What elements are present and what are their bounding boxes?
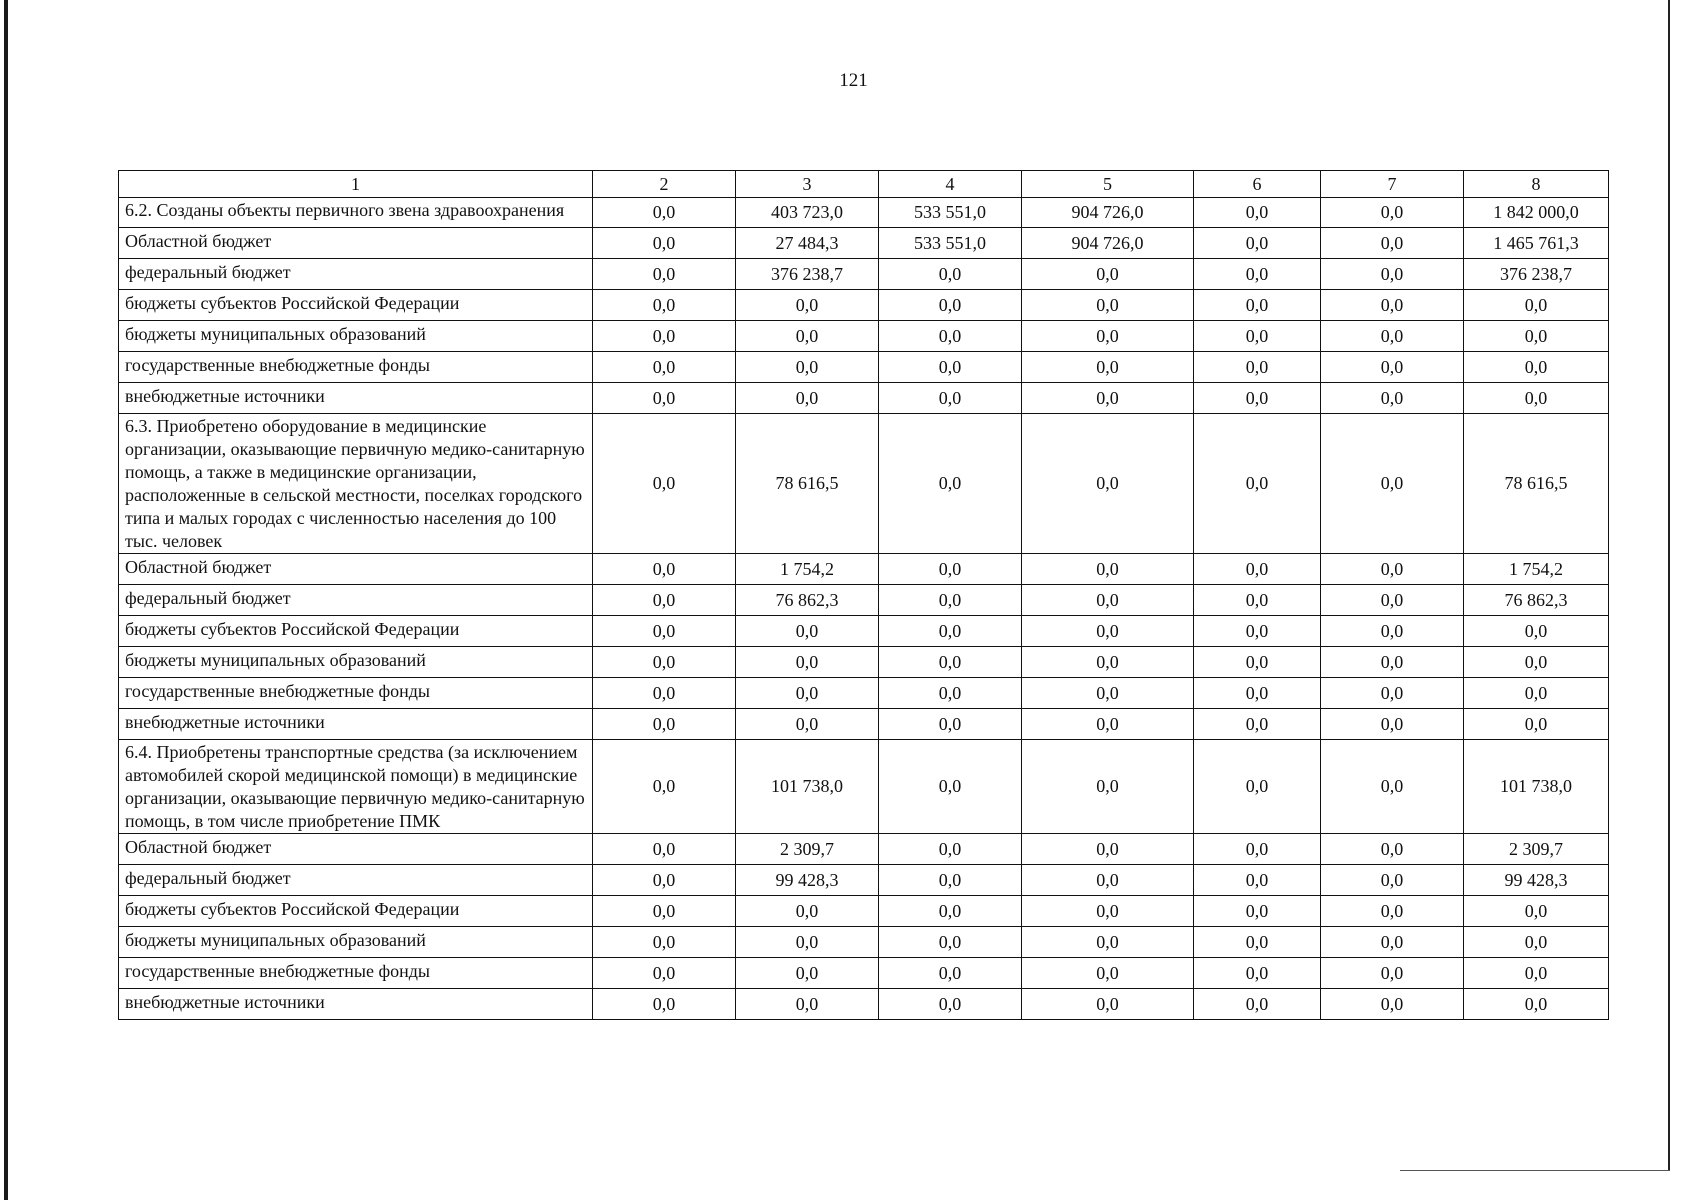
source-label: бюджеты субъектов Российской Федерации [119, 616, 593, 647]
value-cell: 0,0 [1321, 585, 1464, 616]
value-cell: 0,0 [1464, 896, 1609, 927]
value-cell: 0,0 [1194, 958, 1321, 989]
value-cell: 533 551,0 [879, 198, 1022, 228]
value-cell: 0,0 [879, 259, 1022, 290]
scan-left-border [4, 0, 8, 1200]
value-cell: 99 428,3 [1464, 865, 1609, 896]
value-cell: 0,0 [1321, 383, 1464, 414]
value-cell: 0,0 [1022, 290, 1194, 321]
value-cell: 0,0 [1022, 647, 1194, 678]
value-cell: 0,0 [736, 352, 879, 383]
item-title: 6.2. Созданы объекты первичного звена здравоохранения [119, 198, 593, 228]
value-cell: 76 862,3 [1464, 585, 1609, 616]
value-cell: 0,0 [593, 678, 736, 709]
value-cell: 0,0 [593, 198, 736, 228]
value-cell: 0,0 [1321, 414, 1464, 554]
source-label: государственные внебюджетные фонды [119, 958, 593, 989]
value-cell: 0,0 [879, 834, 1022, 865]
value-cell: 0,0 [879, 290, 1022, 321]
source-label: государственные внебюджетные фонды [119, 352, 593, 383]
value-cell: 0,0 [1194, 989, 1321, 1020]
value-cell: 0,0 [1022, 585, 1194, 616]
value-cell: 0,0 [879, 352, 1022, 383]
source-label: Областной бюджет [119, 228, 593, 259]
scan-right-border [1668, 0, 1670, 1170]
source-label: внебюджетные источники [119, 383, 593, 414]
value-cell: 0,0 [1321, 290, 1464, 321]
source-label: внебюджетные источники [119, 709, 593, 740]
source-label: бюджеты муниципальных образований [119, 321, 593, 352]
header-cell: 6 [1194, 171, 1321, 198]
value-cell: 0,0 [1194, 321, 1321, 352]
value-cell: 2 309,7 [1464, 834, 1609, 865]
value-cell: 0,0 [1321, 927, 1464, 958]
value-cell: 0,0 [1194, 228, 1321, 259]
value-cell: 0,0 [1321, 896, 1464, 927]
value-cell: 0,0 [1321, 259, 1464, 290]
value-cell: 0,0 [1321, 740, 1464, 834]
value-cell: 0,0 [736, 678, 879, 709]
source-row [119, 259, 1609, 290]
value-cell: 0,0 [1464, 989, 1609, 1020]
value-cell: 0,0 [593, 383, 736, 414]
value-cell: 1 465 761,3 [1464, 228, 1609, 259]
value-cell: 0,0 [593, 958, 736, 989]
value-cell: 0,0 [1194, 865, 1321, 896]
value-cell: 78 616,5 [736, 414, 879, 554]
value-cell: 0,0 [1321, 865, 1464, 896]
value-cell: 27 484,3 [736, 228, 879, 259]
value-cell: 0,0 [879, 585, 1022, 616]
value-cell: 376 238,7 [1464, 259, 1609, 290]
value-cell: 0,0 [593, 896, 736, 927]
header-cell: 1 [119, 171, 593, 198]
value-cell: 0,0 [1022, 321, 1194, 352]
header-row [119, 171, 1609, 198]
source-label: внебюджетные источники [119, 989, 593, 1020]
source-label: Областной бюджет [119, 834, 593, 865]
value-cell: 0,0 [1022, 554, 1194, 585]
value-cell: 78 616,5 [1464, 414, 1609, 554]
value-cell: 0,0 [1464, 678, 1609, 709]
value-cell: 0,0 [1464, 290, 1609, 321]
value-cell: 0,0 [1464, 383, 1609, 414]
source-label: бюджеты субъектов Российской Федерации [119, 896, 593, 927]
value-cell: 0,0 [1194, 259, 1321, 290]
value-cell: 0,0 [1194, 927, 1321, 958]
value-cell: 0,0 [879, 616, 1022, 647]
value-cell: 0,0 [1194, 647, 1321, 678]
value-cell: 76 862,3 [736, 585, 879, 616]
value-cell: 0,0 [1321, 228, 1464, 259]
value-cell: 1 754,2 [736, 554, 879, 585]
value-cell: 0,0 [593, 259, 736, 290]
value-cell: 0,0 [1022, 383, 1194, 414]
item-row [119, 740, 1609, 834]
value-cell: 0,0 [879, 383, 1022, 414]
value-cell: 101 738,0 [1464, 740, 1609, 834]
value-cell: 0,0 [1194, 616, 1321, 647]
source-label: государственные внебюджетные фонды [119, 678, 593, 709]
source-row [119, 321, 1609, 352]
value-cell: 0,0 [1022, 616, 1194, 647]
value-cell: 0,0 [879, 958, 1022, 989]
header-cell: 5 [1022, 171, 1194, 198]
value-cell: 0,0 [1022, 896, 1194, 927]
source-row [119, 896, 1609, 927]
value-cell: 0,0 [736, 709, 879, 740]
value-cell: 0,0 [1321, 709, 1464, 740]
source-row [119, 678, 1609, 709]
value-cell: 0,0 [736, 321, 879, 352]
value-cell: 0,0 [1321, 678, 1464, 709]
source-label: федеральный бюджет [119, 259, 593, 290]
header-cell: 4 [879, 171, 1022, 198]
value-cell: 0,0 [736, 958, 879, 989]
value-cell: 0,0 [736, 927, 879, 958]
value-cell: 0,0 [736, 896, 879, 927]
value-cell: 0,0 [1321, 321, 1464, 352]
value-cell: 2 309,7 [736, 834, 879, 865]
header-cell: 2 [593, 171, 736, 198]
value-cell: 0,0 [879, 989, 1022, 1020]
value-cell: 0,0 [1194, 290, 1321, 321]
value-cell: 904 726,0 [1022, 198, 1194, 228]
value-cell: 0,0 [593, 740, 736, 834]
source-row [119, 958, 1609, 989]
source-row [119, 383, 1609, 414]
budget-table [118, 170, 1609, 1020]
value-cell: 0,0 [1464, 616, 1609, 647]
source-row [119, 290, 1609, 321]
scan-bottom-border [1400, 1170, 1670, 1171]
value-cell: 0,0 [1464, 927, 1609, 958]
source-row [119, 709, 1609, 740]
value-cell: 0,0 [1321, 352, 1464, 383]
value-cell: 99 428,3 [736, 865, 879, 896]
source-label: бюджеты муниципальных образований [119, 647, 593, 678]
source-row [119, 647, 1609, 678]
value-cell: 0,0 [1022, 958, 1194, 989]
item-title: 6.4. Приобретены транспортные средства (за исключением автомобилей скорой медицинской помощи) в медицинские организации, оказывающие первичную медико-санитарную помощь, в том числе приобретение ПМК [119, 740, 593, 834]
value-cell: 1 842 000,0 [1464, 198, 1609, 228]
value-cell: 0,0 [1022, 709, 1194, 740]
header-cell: 3 [736, 171, 879, 198]
value-cell: 0,0 [736, 383, 879, 414]
value-cell: 0,0 [1321, 198, 1464, 228]
item-title: 6.3. Приобретено оборудование в медицинские организации, оказывающие первичную медико-санитарную помощь, а также в медицинские организации, расположенные в сельской местности, поселках городского типа и малых городах с численностью населения до 100 тыс. человек [119, 414, 593, 554]
source-row [119, 927, 1609, 958]
source-label: федеральный бюджет [119, 865, 593, 896]
value-cell: 101 738,0 [736, 740, 879, 834]
source-row [119, 865, 1609, 896]
header-cell: 8 [1464, 171, 1609, 198]
value-cell: 376 238,7 [736, 259, 879, 290]
value-cell: 0,0 [1194, 709, 1321, 740]
value-cell: 0,0 [1464, 321, 1609, 352]
value-cell: 0,0 [879, 678, 1022, 709]
value-cell: 0,0 [593, 989, 736, 1020]
source-row [119, 228, 1609, 259]
value-cell: 0,0 [593, 414, 736, 554]
source-row [119, 554, 1609, 585]
value-cell: 0,0 [593, 228, 736, 259]
value-cell: 0,0 [1022, 259, 1194, 290]
value-cell: 0,0 [1321, 616, 1464, 647]
value-cell: 533 551,0 [879, 228, 1022, 259]
value-cell: 0,0 [736, 616, 879, 647]
page-number: 121 [839, 70, 868, 91]
value-cell: 0,0 [593, 290, 736, 321]
value-cell: 0,0 [593, 616, 736, 647]
value-cell: 0,0 [1194, 414, 1321, 554]
value-cell: 0,0 [593, 709, 736, 740]
source-label: бюджеты муниципальных образований [119, 927, 593, 958]
value-cell: 0,0 [1022, 678, 1194, 709]
value-cell: 0,0 [1321, 958, 1464, 989]
source-row [119, 585, 1609, 616]
value-cell: 0,0 [879, 740, 1022, 834]
value-cell: 0,0 [593, 585, 736, 616]
value-cell: 0,0 [879, 554, 1022, 585]
source-label: Областной бюджет [119, 554, 593, 585]
item-row [119, 198, 1609, 228]
value-cell: 0,0 [736, 989, 879, 1020]
value-cell: 904 726,0 [1022, 228, 1194, 259]
value-cell: 0,0 [879, 927, 1022, 958]
value-cell: 0,0 [1022, 865, 1194, 896]
value-cell: 0,0 [879, 321, 1022, 352]
value-cell: 0,0 [1464, 958, 1609, 989]
value-cell: 0,0 [1194, 383, 1321, 414]
value-cell: 0,0 [1022, 352, 1194, 383]
value-cell: 0,0 [1464, 709, 1609, 740]
value-cell: 0,0 [1194, 834, 1321, 865]
value-cell: 0,0 [1194, 585, 1321, 616]
value-cell: 0,0 [593, 352, 736, 383]
value-cell: 403 723,0 [736, 198, 879, 228]
value-cell: 0,0 [879, 414, 1022, 554]
value-cell: 0,0 [1321, 554, 1464, 585]
source-row [119, 352, 1609, 383]
value-cell: 0,0 [593, 927, 736, 958]
value-cell: 0,0 [1464, 352, 1609, 383]
source-row [119, 834, 1609, 865]
source-row [119, 989, 1609, 1020]
value-cell: 0,0 [1464, 647, 1609, 678]
source-label: федеральный бюджет [119, 585, 593, 616]
value-cell: 0,0 [593, 554, 736, 585]
value-cell: 0,0 [1194, 198, 1321, 228]
table-body [119, 171, 1609, 1020]
value-cell: 0,0 [879, 865, 1022, 896]
value-cell: 0,0 [1022, 834, 1194, 865]
value-cell: 0,0 [879, 647, 1022, 678]
value-cell: 0,0 [1022, 740, 1194, 834]
value-cell: 0,0 [593, 834, 736, 865]
value-cell: 0,0 [1022, 989, 1194, 1020]
value-cell: 0,0 [1321, 834, 1464, 865]
value-cell: 0,0 [1321, 647, 1464, 678]
source-label: бюджеты субъектов Российской Федерации [119, 290, 593, 321]
value-cell: 0,0 [1194, 554, 1321, 585]
source-row [119, 616, 1609, 647]
value-cell: 0,0 [593, 321, 736, 352]
value-cell: 0,0 [1022, 414, 1194, 554]
value-cell: 0,0 [1194, 678, 1321, 709]
value-cell: 0,0 [879, 709, 1022, 740]
value-cell: 0,0 [1194, 896, 1321, 927]
value-cell: 0,0 [879, 896, 1022, 927]
value-cell: 0,0 [593, 647, 736, 678]
value-cell: 0,0 [1321, 989, 1464, 1020]
item-row [119, 414, 1609, 554]
value-cell: 1 754,2 [1464, 554, 1609, 585]
value-cell: 0,0 [593, 865, 736, 896]
value-cell: 0,0 [1194, 740, 1321, 834]
value-cell: 0,0 [736, 290, 879, 321]
header-cell: 7 [1321, 171, 1464, 198]
value-cell: 0,0 [1022, 927, 1194, 958]
value-cell: 0,0 [1194, 352, 1321, 383]
value-cell: 0,0 [736, 647, 879, 678]
